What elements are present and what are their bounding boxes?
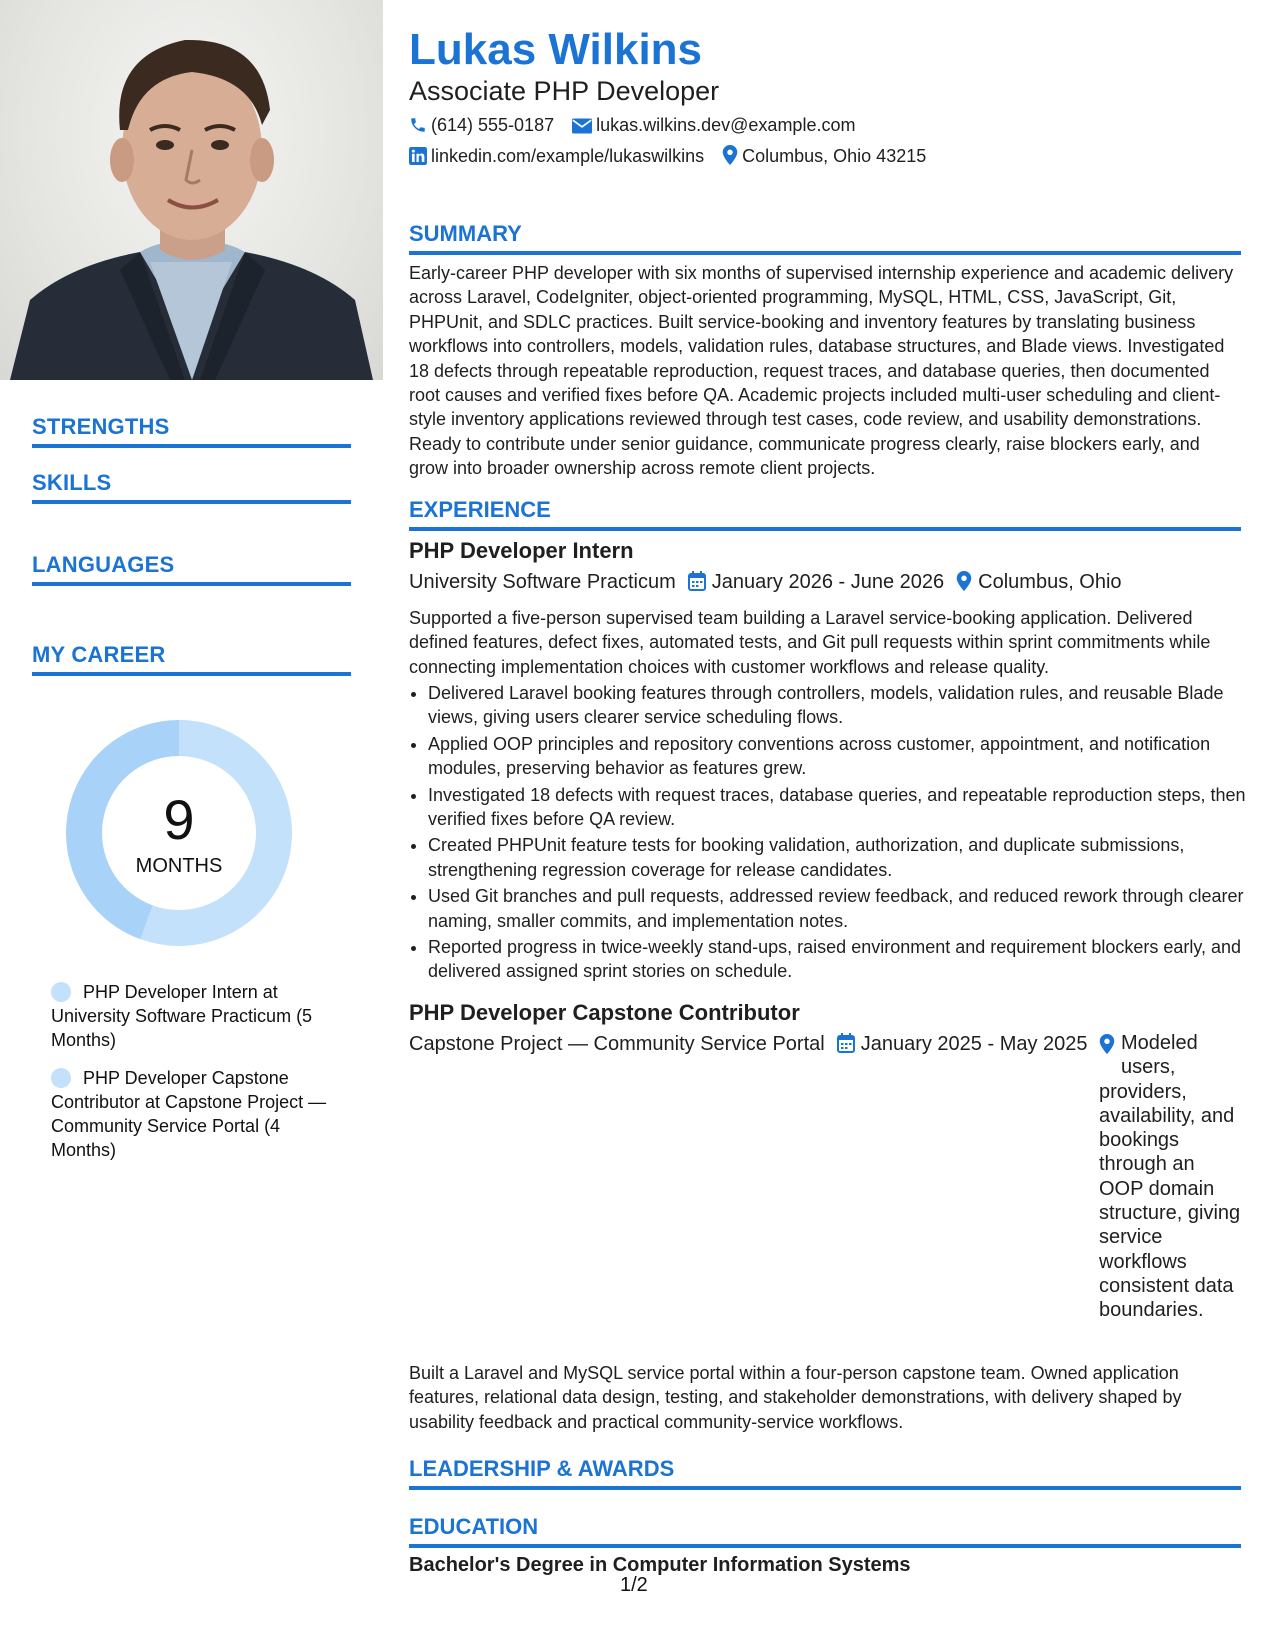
legend-label: PHP Developer Capstone Contributor at Capstone Project — Community Service Portal (4 Months): [51, 1068, 327, 1160]
job-location: Columbus, Ohio: [978, 571, 1122, 593]
page-number: 1/2: [620, 1574, 648, 1596]
job-bullet: • Reported progress in twice-weekly stand-ups, raised environment and requirement blockers early, and delivered assigned sprint stories on schedule.: [428, 935, 1260, 984]
candidate-title: Associate PHP Developer: [409, 76, 720, 106]
candidate-name: Lukas Wilkins: [409, 25, 703, 74]
email-address: lukas.wilkins.dev@example.com: [596, 115, 856, 135]
calendar-icon: [837, 1033, 855, 1060]
legend-dot: [51, 982, 71, 1002]
career-total-months: 9: [163, 788, 195, 851]
job-bullets: [409, 681, 1260, 986]
skills-heading: SKILLS: [32, 470, 351, 504]
calendar-icon: [688, 571, 706, 598]
job-description: Supported a five-person supervised team building a Laravel service-booking application. Delivered defined features, defect fixes, automated tests, and Git pull requests within sprint commitments while connecting implementation choices with customer workflows and release quality.: [409, 608, 1211, 677]
job-meta: [409, 569, 1122, 598]
legend-dot: [51, 1068, 71, 1088]
job-location-column: [1099, 1031, 1241, 1323]
linkedin-icon: [409, 147, 427, 171]
experience-heading: EXPERIENCE: [409, 497, 1241, 531]
map-pin-icon: [956, 571, 972, 598]
location-text: Columbus, Ohio 43215: [742, 146, 927, 166]
career-legend-item: [51, 980, 341, 1052]
job-meta: [409, 1031, 1088, 1060]
contact-row: [409, 113, 855, 140]
summary-heading: SUMMARY: [409, 221, 1241, 255]
job-bullet: • Used Git branches and pull requests, addressed review feedback, and reduced rework through clearer naming, smaller commits, and implementation notes.: [428, 884, 1260, 933]
job-location-text: Modeled users, providers, availability, and bookings through an OOP domain structure, giving service workflows consistent data boundaries.: [1099, 1032, 1241, 1322]
job-organization: University Software Practicum: [409, 571, 676, 593]
degree-title: Bachelor's Degree in Computer Information Systems: [409, 1554, 911, 1576]
map-pin-icon: [722, 145, 738, 171]
job-title: PHP Developer Capstone Contributor: [409, 1000, 800, 1025]
job-bullet: • Investigated 18 defects with request traces, database queries, and repeatable reproduction steps, then verified fixes before QA review.: [428, 783, 1260, 832]
leadership-heading: LEADERSHIP & AWARDS: [409, 1456, 1241, 1490]
my-career-heading: MY CAREER: [32, 642, 351, 676]
job-dates: January 2025 - May 2025: [860, 1033, 1088, 1055]
profile-photo: [0, 0, 383, 380]
career-total-unit: MONTHS: [135, 855, 223, 877]
career-legend-item: [51, 1066, 341, 1162]
phone-icon: [409, 116, 427, 140]
envelope-icon: [572, 116, 592, 140]
sidebar: [0, 0, 383, 1650]
map-pin-icon: [1099, 1034, 1115, 1060]
job-organization: Capstone Project — Community Service Portal: [409, 1033, 825, 1055]
job-description: Built a Laravel and MySQL service portal within a four-person capstone team. Owned application features, relational data design, testing, and stakeholder demonstrations, with delivery shaped by usability feedback and practical community-service workflows.: [409, 1363, 1182, 1432]
job-dates: January 2026 - June 2026: [711, 571, 945, 593]
job-bullet: • Created PHPUnit feature tests for booking validation, authorization, and duplicate submissions, strengthening regression coverage for release candidates.: [428, 833, 1260, 882]
phone-number: (614) 555-0187: [431, 115, 555, 135]
job-title: PHP Developer Intern: [409, 538, 634, 563]
linkedin-url: linkedin.com/example/lukaswilkins: [431, 146, 705, 166]
languages-heading: LANGUAGES: [32, 552, 351, 586]
job-bullet: • Applied OOP principles and repository conventions across customer, appointment, and notification modules, preserving behavior as features grew.: [428, 732, 1260, 781]
legend-label: PHP Developer Intern at University Software Practicum (5 Months): [51, 982, 313, 1050]
strengths-heading: STRENGTHS: [32, 414, 351, 448]
contact-row: [409, 144, 926, 171]
job-bullet: • Delivered Laravel booking features through controllers, models, validation rules, and reusable Blade views, giving users clearer service scheduling flows.: [428, 681, 1260, 730]
summary-text: Early-career PHP developer with six months of supervised internship experience and academic delivery across Laravel, CodeIgniter, object-oriented programming, MySQL, HTML, CSS, JavaScript, Git, PHPUnit, and SDLC practices. Built service-booking and inventory features by translating business workflows into controllers, models, validation rules, database structures, and Blade views. Investigated 18 defects through repeatable reproduction, request traces, and database queries, then documented root causes and verified fixes before QA. Academic projects included multi-user scheduling and client-style inventory applications reviewed through test cases, code review, and usability demonstrations. Ready to contribute under senior guidance, communicate progress clearly, raise blockers early, and grow into broader ownership across remote client projects.: [409, 263, 1234, 479]
education-heading: EDUCATION: [409, 1514, 1241, 1548]
